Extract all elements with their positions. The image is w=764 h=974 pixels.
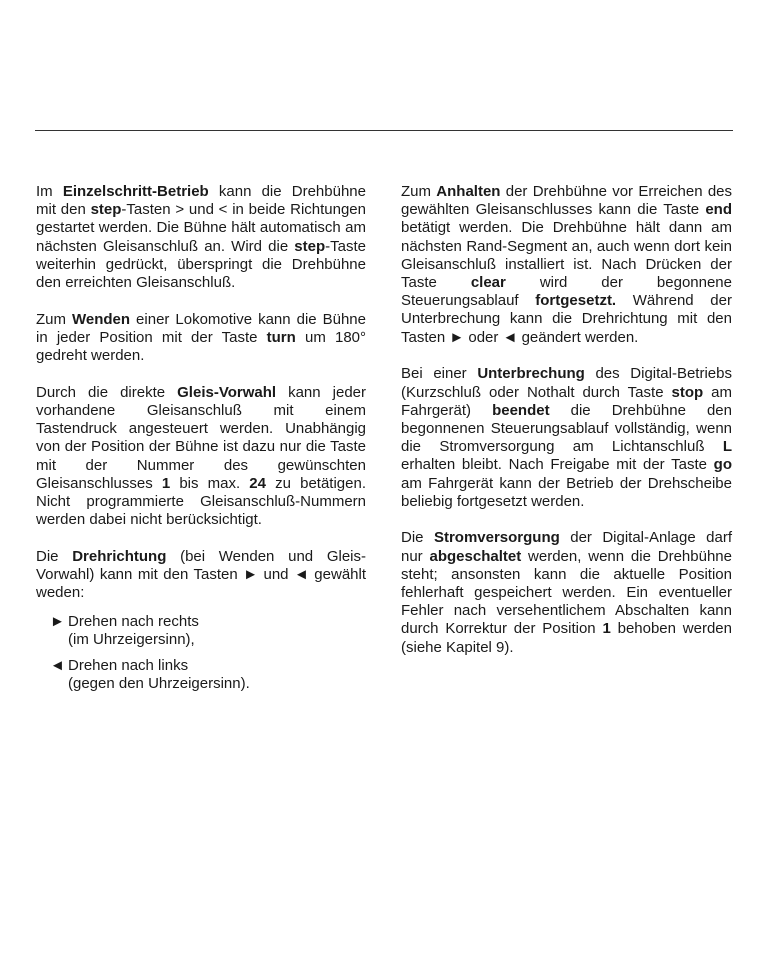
arrow-left-icon: ◄	[50, 656, 65, 674]
paragraph-einzelschritt: Im Einzelschritt-Betrieb kann die Drehbühne mit den step-Tasten > und < in beide Richtungen gestartet werden. Die Bühne hält automatisch am nächsten Gleisanschluß an. Wird die step-Taste weiterhin gedrückt, überspringt die Drehbühne den erreichten Gleisanschluß.	[36, 183, 366, 292]
paragraph-wenden: Zum Wenden einer Lokomotive kann die Bühne in jeder Position mit der Taste turn um 180° gedreht werden.	[36, 310, 367, 365]
left-column	[36, 183, 366, 701]
arrow-right-icon: ►	[50, 612, 65, 630]
header-rule	[35, 130, 733, 131]
paragraph-stromversorgung: Die Stromversorgung der Digital-Anlage darf nur abgeschaltet werden, wenn die Drehbühne steht; ansonsten kann die aktuelle Position fehlerhaft gespeichert werden. Ein eventueller Fehler nach versehentlichem Abschalten kann durch Korrektur der Position 1 behoben werden (siehe Kapitel 9).	[401, 529, 732, 656]
list-item: ◄ Drehen nach links (gegen den Uhrzeigersinn).	[50, 656, 250, 693]
list-item: ► Drehen nach rechts (im Uhrzeigersinn),	[50, 612, 199, 648]
direction-list	[36, 613, 366, 694]
paragraph-unterbrechung: Bei einer Unterbrechung des Digital-Betriebs (Kurzschluß oder Nothalt durch Taste stop am Fahrgerät) beendet die Drehbühne den begonnenen Steuerungsablauf vollständig, wenn die Stromversorgung am Lichtanschluß L erhalten bleibt. Nach Freigabe mit der Taste go am Fahrgerät kann der Betrieb der Drehscheibe beliebig fortgesetzt werden.	[401, 365, 732, 510]
paragraph-gleis-vorwahl: Durch die direkte Gleis-Vorwahl kann jeder vorhandene Gleisanschluß mit einem Tastendruck angesteuert werden. Unabhängig von der Position der Bühne ist dazu nur die Taste mit der Nummer des gewünschten Gleisanschlusses 1 bis max. 24 zu betätigen. Nicht programmierte Gleisanschluß-Nummern werden dabei nicht berücksichtigt.	[36, 383, 366, 529]
paragraph-drehrichtung: Die Drehrichtung (bei Wenden und Gleis-Vorwahl) kann mit den Tasten ► und ◄ gewählt weden:	[36, 547, 366, 602]
paragraph-anhalten: Zum Anhalten der Drehbühne vor Erreichen des gewählten Gleisanschlusses kann die Taste end betätigt werden. Die Drehbühne hält dann am nächsten Rand-Segment an, auch wenn dort kein Gleisanschluß installiert ist. Nach Drücken der Taste clear wird der begonnene Steuerungsablauf fortgesetzt. Während der Unterbrechung kann die Drehrichtung mit den Tasten ► oder ◄ geändert werden.	[401, 183, 733, 346]
right-column	[401, 183, 732, 675]
